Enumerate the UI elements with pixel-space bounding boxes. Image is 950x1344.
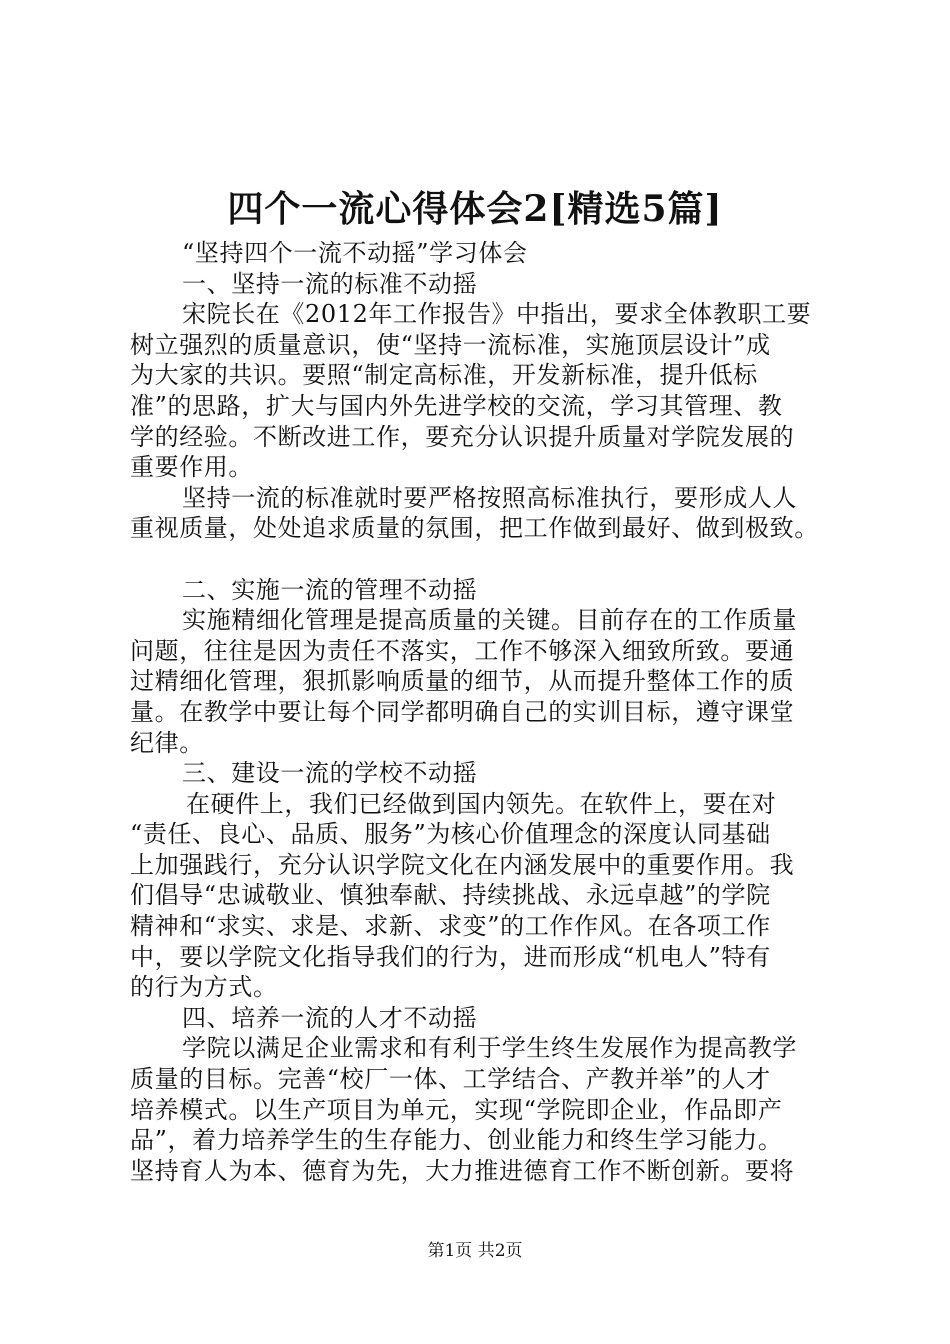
paragraph-line: 培养模式。以生产项目为单元，实现“学院即企业，作品即产: [130, 1095, 783, 1124]
paragraph-line: 学的经验。不断改进工作，要充分认识提升质量对学院发展的: [130, 422, 795, 451]
paragraph-line: 实施精细化管理是提高质量的关键。目前存在的工作质量: [182, 606, 797, 635]
paragraph-line: 重要作用。: [130, 453, 253, 482]
paragraph-line: 的行为方式。: [130, 973, 278, 1002]
section-heading-4: 四、培养一流的人才不动摇: [182, 1003, 478, 1032]
paragraph-line: 树立强烈的质量意识，使“坚持一流标准，实施顶层设计”成: [130, 330, 771, 359]
subtitle: “坚持四个一流不动摇”学习体会: [182, 239, 528, 267]
paragraph-line: 学院以满足企业需求和有利于学生终生发展作为提高教学: [182, 1034, 797, 1063]
paragraph-line: 重视质量，处处追求质量的氛围，把工作做到最好、做到极致。: [130, 514, 819, 543]
document-body: [130, 238, 830, 1186]
document-title: 四个一流心得体会2[精选5篇]: [227, 188, 723, 230]
paragraph-line: 们倡导“忠诚敬业、慎独奉献、持续挑战、永远卓越”的学院: [130, 881, 771, 910]
paragraph-line: 在硬件上，我们已经做到国内领先。在软件上，要在对: [186, 789, 777, 818]
paragraph-line: 精神和“求实、求是、求新、求变”的工作作风。在各项工作: [130, 912, 771, 941]
paragraph-line: 质量的目标。完善“校厂一体、工学结合、产教并举”的人才: [130, 1065, 771, 1094]
paragraph-line: 中，要以学院文化指导我们的行为，进而形成“机电人”特有: [130, 942, 771, 971]
paragraph-line: 品”，着力培养学生的生存能力、创业能力和终生学习能力。: [130, 1126, 783, 1155]
paragraph-line: 过精细化管理，狠抓影响质量的细节，从而提升整体工作的质: [130, 667, 795, 696]
paragraph-line: 量。在教学中要让每个同学都明确自己的实训目标，遵守课堂: [130, 697, 795, 726]
paragraph-line: “责任、良心、品质、服务”为核心价值理念的深度认同基础: [130, 820, 771, 849]
paragraph-line: 为大家的共识。要照“制定高标准，开发新标准，提升低标: [130, 361, 758, 390]
paragraph-line: 坚持一流的标准就时要严格按照高标准执行，要形成人人: [182, 483, 797, 512]
blank-line: [130, 544, 830, 575]
section-heading-2: 二、实施一流的管理不动摇: [182, 575, 478, 604]
paragraph-line: 问题，往往是因为责任不落实，工作不够深入细致所致。要通: [130, 636, 795, 665]
section-heading-1: 一、坚持一流的标准不动摇: [182, 269, 478, 298]
paragraph-line: 纪律。: [130, 728, 204, 757]
page-number: 第1页 共2页: [427, 1241, 523, 1261]
paragraph-line: 坚持育人为本、德育为先，大力推进德育工作不断创新。要将: [130, 1156, 795, 1185]
paragraph-line: 上加强践行，充分认识学院文化在内涵发展中的重要作用。我: [130, 850, 795, 879]
paragraph-line: 宋院长在《2012年工作报告》中指出，要求全体教职工要: [182, 300, 812, 329]
section-heading-3: 三、建设一流的学校不动摇: [182, 759, 478, 788]
paragraph-line: 准”的思路，扩大与国内外先进学校的交流，学习其管理、教: [130, 391, 783, 420]
